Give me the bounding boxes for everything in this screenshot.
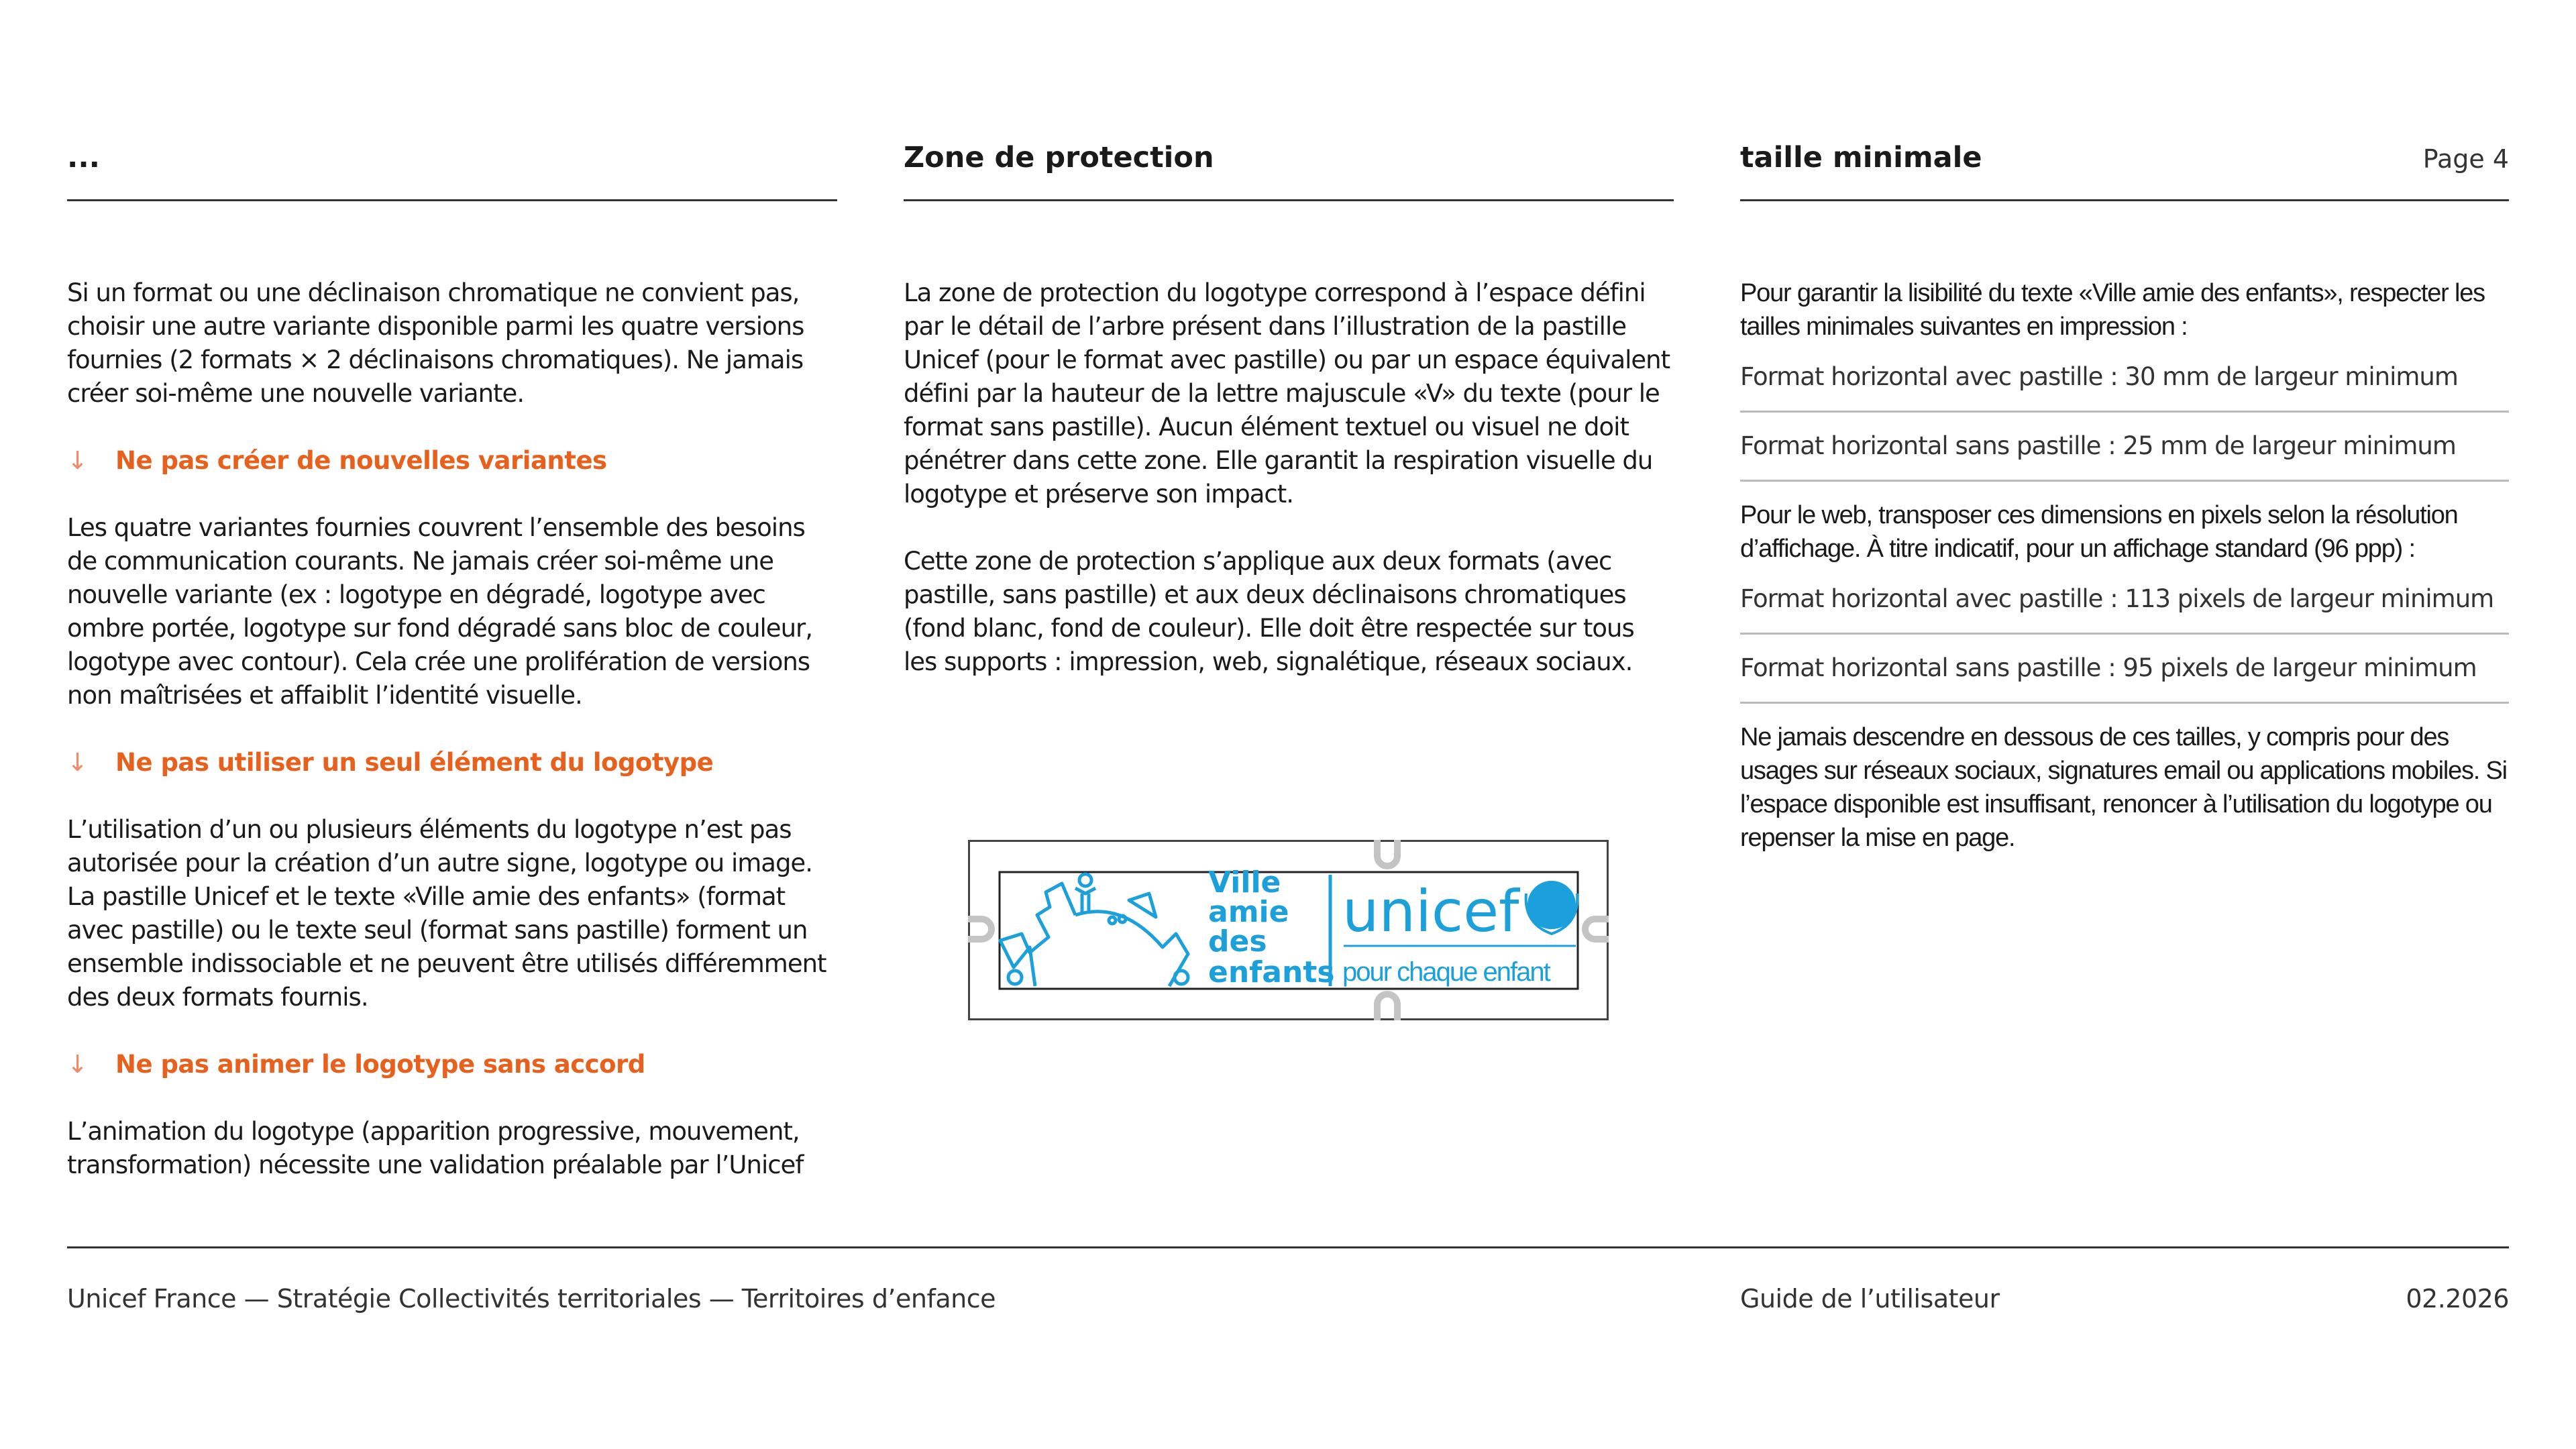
logo-image [968, 840, 1609, 1020]
list-item: Format horizontal sans pastille : 25 mm de largeur minimum [1740, 413, 2509, 482]
list-item: Format horizontal sans pastille : 95 pixels de largeur minimum [1740, 635, 2509, 704]
paragraph: Cette zone de protection s’applique aux deux formats (avec pastille, sans pastille) et aux deux déclinaisons chromatiques (fond blanc, fond de couleur). Elle doit être respectée sur tous les supports : impression, web, signalétique, réseaux sociaux. [904, 547, 1634, 676]
paragraph: Ne jamais descendre en dessous de ces tailles, y compris pour des usages sur réseaux sociaux, signatures email ou applications mobiles. Si l’espace disponible est insuffisant, renoncer à l’utilisation du logotype ou repenser la mise en page. [1740, 723, 2507, 852]
arrow-down-icon: ↓ [67, 446, 88, 475]
logo-protection-zone [968, 840, 1609, 1020]
footer-left: Unicef France — Stratégie Collectivités territoriales — Territoires d’enfance [67, 1284, 996, 1313]
footer-center: Guide de l’utilisateur [1740, 1284, 2000, 1313]
footer [67, 1246, 2509, 1313]
section-title: taille minimale [1740, 141, 1982, 174]
logo-brand: unicef [1342, 878, 1519, 945]
section-title: Zone de protection [904, 141, 1214, 174]
section-title: ... [67, 141, 101, 174]
warning-heading [67, 1048, 837, 1081]
arrow-down-icon: ↓ [67, 748, 88, 777]
page-number: Page 4 [2422, 144, 2509, 174]
warning-text: Ne pas animer le logotype sans accord [115, 1050, 645, 1079]
logo-tagline: pour chaque enfant [1342, 957, 1550, 987]
warning-text: Ne pas créer de nouvelles variantes [115, 446, 607, 475]
paragraph: Pour garantir la lisibilité du texte «Ville amie des enfants», respecter les tailles minimales suivantes en impression : [1740, 279, 2485, 341]
list-item: Format horizontal avec pastille : 113 pixels de largeur minimum [1740, 566, 2509, 635]
paragraph: L’animation du logotype (apparition progressive, mouvement, transformation) nécessite une validation préalable par l’Unicef [67, 1117, 804, 1179]
paragraph: Les quatre variantes fournies couvrent l’ensemble des besoins de communication courants. Ne jamais créer soi-même une nouvelle variante (ex : logotype en dégradé, logotype avec ombre portée, logotype sur fond dégradé sans bloc de couleur, logotype avec contour). Cela crée une prolifération de versions non maîtrisées et affaiblit l’identité visuelle. [67, 513, 812, 710]
section-header [904, 134, 1674, 201]
section-header [1740, 134, 2509, 201]
paragraph: L’utilisation d’un ou plusieurs éléments du logotype n’est pas autorisée pour la création d’un autre signe, logotype ou image. La pastille Unicef et le texte «Ville amie des enfants» (format avec pastille) ou le texte seul (format sans pastille) forment un ensemble indissociable et ne peuvent être utilisés différemment des deux formats fournis. [67, 815, 826, 1012]
warning-heading [67, 444, 837, 478]
warning-heading [67, 746, 837, 780]
logo-text-amie: amie [1208, 895, 1289, 929]
paragraph: Pour le web, transposer ces dimensions en pixels selon la résolution d’affichage. À titre indicatif, pour un affichage standard (96 ppp) : [1740, 501, 2458, 563]
footer-date: 02.2026 [2406, 1284, 2509, 1313]
paragraph: La zone de protection du logotype correspond à l’espace défini par le détail de l’arbre présent dans l’illustration de la pastille Unicef (pour le format avec pastille) ou par un espace équivalent défini par la hauteur de la lettre majuscule «V» du texte (pour le format sans pastille). Aucun élément textuel ou visuel ne doit pénétrer dans cette zone. Elle garantit la respiration visuelle du logotype et préserve son impact. [904, 278, 1670, 508]
warning-text: Ne pas utiliser un seul élément du logotype [115, 748, 714, 777]
logo-text-des: des [1208, 924, 1267, 959]
arrow-down-icon: ↓ [67, 1050, 88, 1079]
section-header [67, 134, 837, 201]
logo-text-ville: Ville [1208, 865, 1281, 900]
list-item: Format horizontal avec pastille : 30 mm de largeur minimum [1740, 343, 2509, 413]
paragraph: Si un format ou une déclinaison chromatique ne convient pas, choisir une autre variante disponible parmi les quatre versions fournies (2 formats × 2 déclinaisons chromatiques). Ne jamais créer soi-même une nouvelle variante. [67, 278, 804, 408]
logo-text-enfants: enfants [1208, 955, 1335, 989]
